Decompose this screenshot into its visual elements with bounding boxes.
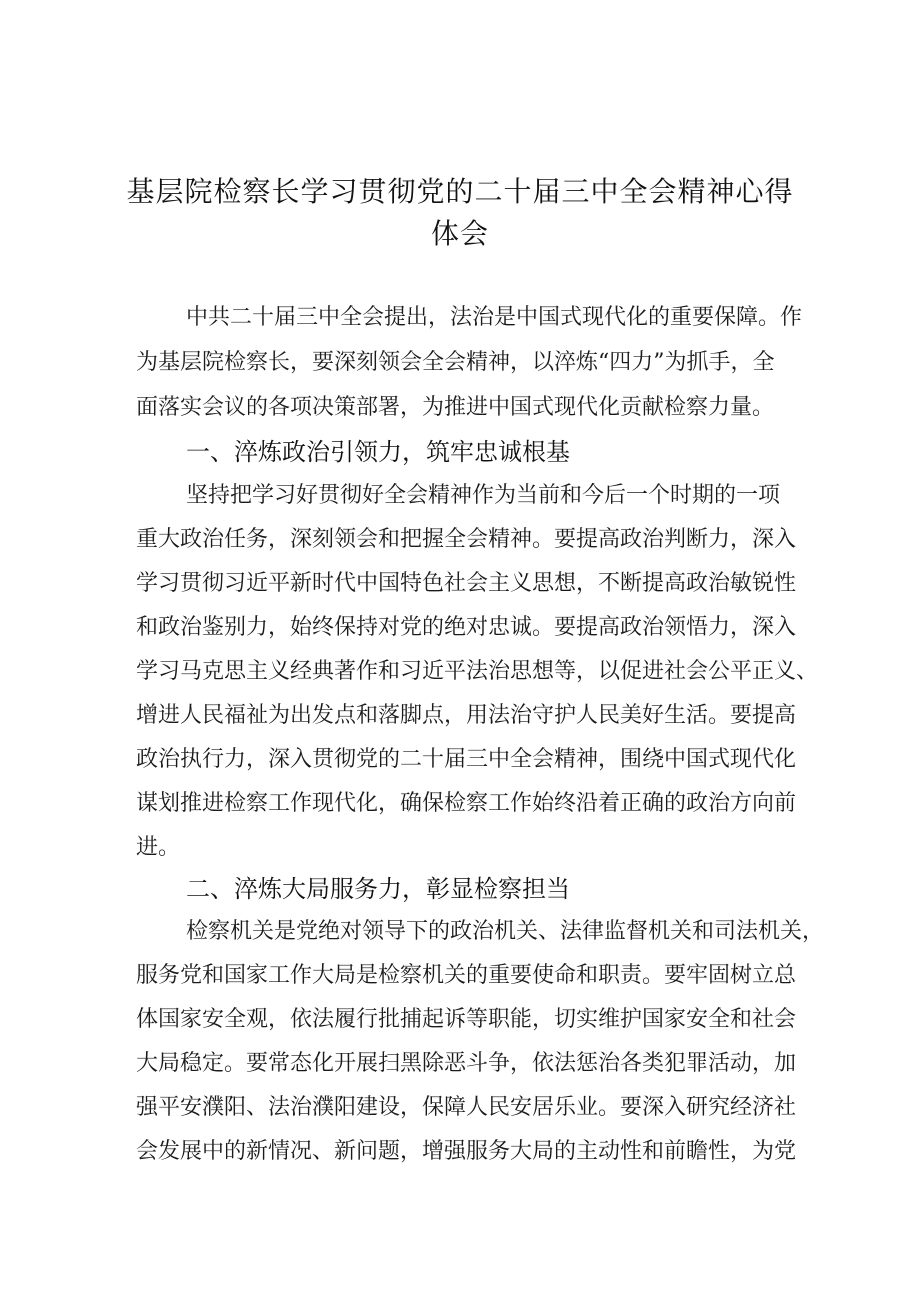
intro-line: 为基层院检察长，要深刻领会全会精神，以淬炼“四力”为抓手，全 [136, 350, 775, 375]
section-1-line: 学习马克思主义经典著作和习近平法治思想等，以促进社会公平正义、 [136, 659, 819, 684]
intro-line: 中共二十届三中全会提出，法治是中国式现代化的重要保障。作 [186, 305, 803, 330]
intro-line: 面落实会议的各项决策部署，为推进中国式现代化贡献检察力量。 [136, 395, 775, 420]
section-1-line: 进。 [136, 835, 181, 860]
section-2-line: 会发展中的新情况、新问题，增强服务大局的主动性和前瞻性，为党 [136, 1139, 797, 1164]
section-1-line: 重大政治任务，深刻领会和把握全会精神。要提高政治判断力，深入 [136, 527, 797, 552]
section-2-line: 强平安濮阳、法治濮阳建设，保障人民安居乐业。要深入研究经济社 [136, 1095, 797, 1120]
section-1-line: 增进人民福祉为出发点和落脚点，用法治守护人民美好生活。要提高 [136, 703, 797, 728]
section-2-line: 体国家安全观，依法履行批捕起诉等职能，切实维护国家安全和社会 [136, 1007, 797, 1032]
section-2-heading: 二、淬炼大局服务力，彰显检察担当 [186, 875, 570, 903]
section-1-line: 政治执行力，深入贯彻党的二十届三中全会精神，围绕中国式现代化 [136, 747, 797, 772]
section-1-line: 和政治鉴别力，始终保持对党的绝对忠诚。要提高政治领悟力，深入 [136, 615, 797, 640]
section-1-heading: 一、淬炼政治引领力，筑牢忠诚根基 [186, 438, 570, 466]
document-title-line-1: 基层院检察长学习贯彻党的二十届三中全会精神心得 [126, 175, 794, 208]
section-2-line: 大局稳定。要常态化开展扫黑除恶斗争，依法惩治各类犯罪活动，加 [136, 1051, 797, 1076]
section-1-line: 坚持把学习好贯彻好全会精神作为当前和今后一个时期的一项 [186, 483, 781, 508]
section-1-line: 谋划推进检察工作现代化，确保检察工作始终沿着正确的政治方向前 [136, 791, 797, 816]
document-title-line-2: 体会 [430, 217, 489, 250]
section-2-line: 服务党和国家工作大局是检察机关的重要使命和职责。要牢固树立总 [136, 963, 797, 988]
section-2-line: 检察机关是党绝对领导下的政治机关、法律监督机关和司法机关， [186, 919, 825, 944]
section-1-line: 学习贯彻习近平新时代中国特色社会主义思想，不断提高政治敏锐性 [136, 571, 797, 596]
